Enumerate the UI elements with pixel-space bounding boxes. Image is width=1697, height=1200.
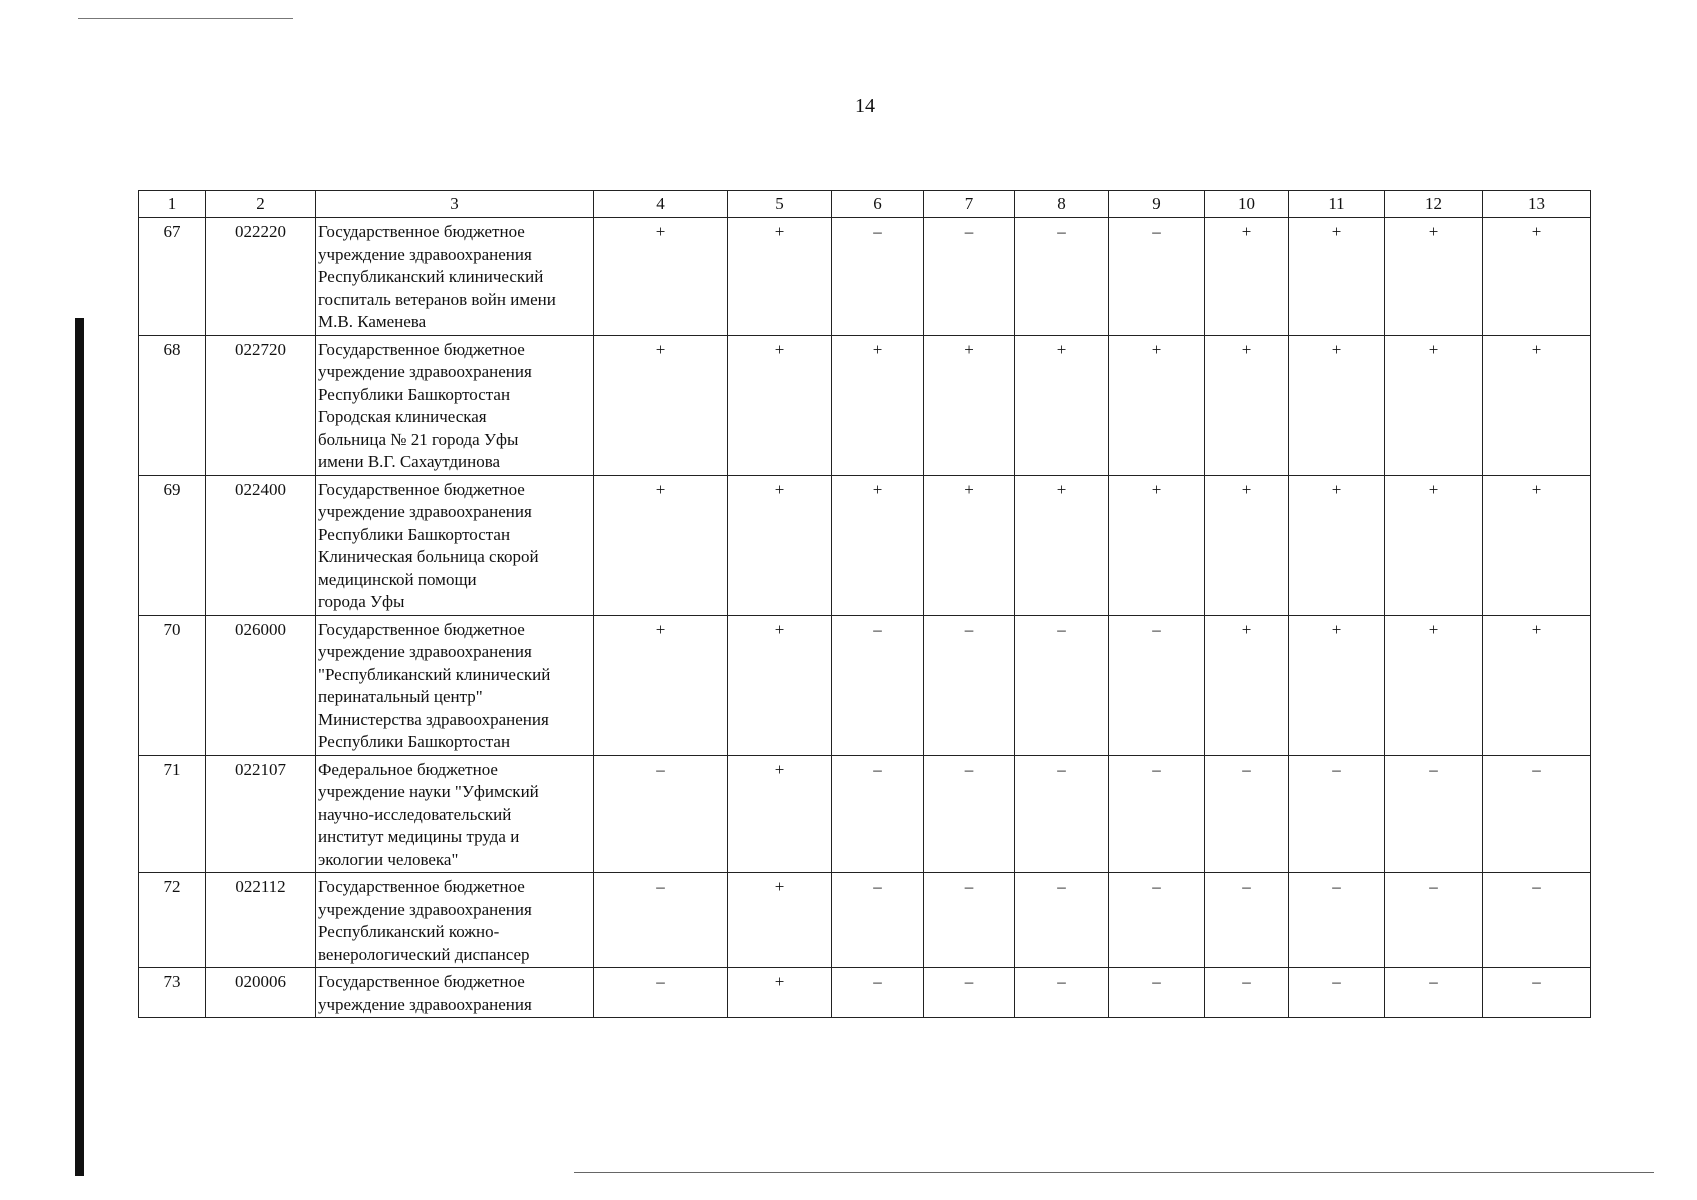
row-number: 71: [139, 755, 206, 873]
column-header: 13: [1483, 191, 1591, 218]
mark-cell: +: [1205, 615, 1289, 755]
row-number: 68: [139, 335, 206, 475]
mark-cell: +: [924, 475, 1015, 615]
name-line: Государственное бюджетное: [318, 972, 525, 991]
mark-cell: –: [1385, 968, 1483, 1018]
name-line: медицинской помощи: [318, 569, 477, 589]
table-row: [139, 968, 1591, 1018]
row-number: 69: [139, 475, 206, 615]
name-line: города Уфы: [318, 592, 405, 611]
mark-cell: –: [1205, 755, 1289, 873]
mark-cell: –: [1289, 873, 1385, 968]
mark-cell: –: [1109, 873, 1205, 968]
name-line: госпиталь ветеранов войн имени: [318, 289, 556, 309]
name-line: Республики Башкортостан: [318, 732, 511, 751]
mark-cell: –: [832, 755, 924, 873]
table-row: [139, 218, 1591, 336]
mark-cell: +: [1289, 615, 1385, 755]
institution-code: 026000: [206, 615, 316, 755]
name-line: экологии человека": [318, 849, 459, 869]
mark-cell: –: [924, 873, 1015, 968]
mark-cell: +: [924, 335, 1015, 475]
mark-cell: –: [924, 968, 1015, 1018]
mark-cell: +: [1015, 475, 1109, 615]
mark-cell: –: [594, 755, 728, 873]
name-line: Государственное бюджетное: [318, 222, 525, 241]
mark-cell: –: [1109, 968, 1205, 1018]
institution-name: [316, 218, 594, 336]
mark-cell: +: [1015, 335, 1109, 475]
mark-cell: –: [1205, 968, 1289, 1018]
mark-cell: +: [832, 335, 924, 475]
mark-cell: +: [1289, 335, 1385, 475]
mark-cell: +: [1205, 335, 1289, 475]
mark-cell: +: [728, 475, 832, 615]
name-line: учреждение здравоохранения: [318, 994, 532, 1014]
institution-code: 022400: [206, 475, 316, 615]
name-line: научно-исследовательский: [318, 804, 512, 824]
institution-name: [316, 335, 594, 475]
page-number: 14: [855, 95, 875, 117]
name-line: учреждение здравоохранения: [318, 502, 532, 521]
mark-cell: +: [594, 615, 728, 755]
name-line: Республики Башкортостан: [318, 384, 511, 404]
mark-cell: +: [728, 873, 832, 968]
name-line: Государственное бюджетное: [318, 479, 525, 499]
mark-cell: +: [1483, 335, 1591, 475]
name-line: Государственное бюджетное: [318, 619, 525, 639]
mark-cell: –: [832, 873, 924, 968]
mark-cell: +: [1205, 218, 1289, 336]
institution-name: [316, 475, 594, 615]
mark-cell: –: [1289, 755, 1385, 873]
mark-cell: –: [1015, 968, 1109, 1018]
mark-cell: –: [1205, 873, 1289, 968]
name-line: институт медицины труда и: [318, 827, 520, 846]
mark-cell: –: [1483, 873, 1591, 968]
name-line: Республики Башкортостан: [318, 524, 511, 544]
name-line: учреждение здравоохранения: [318, 642, 532, 661]
name-line: учреждение здравоохранения: [318, 899, 532, 919]
column-header: 12: [1385, 191, 1483, 218]
institution-code: 020006: [206, 968, 316, 1018]
name-line: Государственное бюджетное: [318, 339, 525, 359]
mark-cell: +: [832, 475, 924, 615]
top-rule: [78, 18, 293, 19]
mark-cell: –: [1015, 873, 1109, 968]
mark-cell: +: [1385, 615, 1483, 755]
institution-name: [316, 873, 594, 968]
table-row: [139, 873, 1591, 968]
institution-code: 022112: [206, 873, 316, 968]
bottom-rule: [574, 1172, 1654, 1173]
name-line: перинатальный центр": [318, 687, 483, 706]
table-row: [139, 335, 1591, 475]
mark-cell: –: [1015, 755, 1109, 873]
table-row: [139, 755, 1591, 873]
data-table: [138, 190, 1591, 1018]
institution-name: [316, 755, 594, 873]
row-number: 73: [139, 968, 206, 1018]
name-line: Республиканский клинический: [318, 267, 544, 286]
column-header: 11: [1289, 191, 1385, 218]
name-line: больница № 21 города Уфы: [318, 429, 519, 449]
mark-cell: +: [728, 755, 832, 873]
name-line: учреждение здравоохранения: [318, 362, 532, 381]
institution-code: 022220: [206, 218, 316, 336]
mark-cell: +: [594, 218, 728, 336]
mark-cell: +: [728, 968, 832, 1018]
mark-cell: –: [1289, 968, 1385, 1018]
mark-cell: +: [728, 218, 832, 336]
mark-cell: +: [1109, 475, 1205, 615]
table-row: [139, 475, 1591, 615]
mark-cell: –: [924, 755, 1015, 873]
row-number: 67: [139, 218, 206, 336]
column-header: 10: [1205, 191, 1289, 218]
mark-cell: –: [832, 615, 924, 755]
column-header: 2: [206, 191, 316, 218]
mark-cell: +: [728, 335, 832, 475]
column-header: 6: [832, 191, 924, 218]
mark-cell: –: [1483, 755, 1591, 873]
row-number: 70: [139, 615, 206, 755]
mark-cell: +: [594, 475, 728, 615]
column-header: 8: [1015, 191, 1109, 218]
name-line: Министерства здравоохранения: [318, 709, 549, 729]
name-line: "Республиканский клинический: [318, 664, 551, 684]
column-header: 4: [594, 191, 728, 218]
mark-cell: –: [924, 615, 1015, 755]
name-line: Федеральное бюджетное: [318, 759, 498, 779]
mark-cell: –: [832, 218, 924, 336]
mark-cell: +: [1289, 218, 1385, 336]
row-number: 72: [139, 873, 206, 968]
mark-cell: –: [832, 968, 924, 1018]
institution-code: 022107: [206, 755, 316, 873]
name-line: Республиканский кожно-: [318, 922, 500, 941]
header-row: [139, 191, 1591, 218]
institution-code: 022720: [206, 335, 316, 475]
column-header: 9: [1109, 191, 1205, 218]
mark-cell: –: [924, 218, 1015, 336]
mark-cell: +: [1483, 615, 1591, 755]
name-line: учреждение здравоохранения: [318, 244, 532, 264]
table-row: [139, 615, 1591, 755]
mark-cell: –: [1385, 755, 1483, 873]
mark-cell: –: [1109, 218, 1205, 336]
name-line: М.В. Каменева: [318, 312, 427, 331]
mark-cell: +: [1205, 475, 1289, 615]
institution-name: [316, 615, 594, 755]
mark-cell: –: [1015, 615, 1109, 755]
mark-cell: +: [728, 615, 832, 755]
mark-cell: –: [1385, 873, 1483, 968]
mark-cell: +: [1109, 335, 1205, 475]
name-line: имени В.Г. Сахаутдинова: [318, 452, 501, 471]
mark-cell: +: [1385, 218, 1483, 336]
name-line: Городская клиническая: [318, 407, 487, 426]
name-line: венерологический диспансер: [318, 944, 530, 964]
mark-cell: +: [1483, 218, 1591, 336]
scan-edge-bar: [75, 318, 84, 1176]
name-line: Клиническая больница скорой: [318, 547, 539, 566]
column-header: 5: [728, 191, 832, 218]
mark-cell: +: [594, 335, 728, 475]
name-line: учреждение науки "Уфимский: [318, 782, 539, 801]
mark-cell: +: [1483, 475, 1591, 615]
column-header: 3: [316, 191, 594, 218]
mark-cell: –: [594, 873, 728, 968]
mark-cell: –: [594, 968, 728, 1018]
mark-cell: +: [1289, 475, 1385, 615]
column-header: 7: [924, 191, 1015, 218]
mark-cell: +: [1385, 475, 1483, 615]
institution-name: [316, 968, 594, 1018]
mark-cell: +: [1385, 335, 1483, 475]
mark-cell: –: [1483, 968, 1591, 1018]
name-line: Государственное бюджетное: [318, 877, 525, 896]
mark-cell: –: [1109, 615, 1205, 755]
mark-cell: –: [1109, 755, 1205, 873]
mark-cell: –: [1015, 218, 1109, 336]
column-header: 1: [139, 191, 206, 218]
